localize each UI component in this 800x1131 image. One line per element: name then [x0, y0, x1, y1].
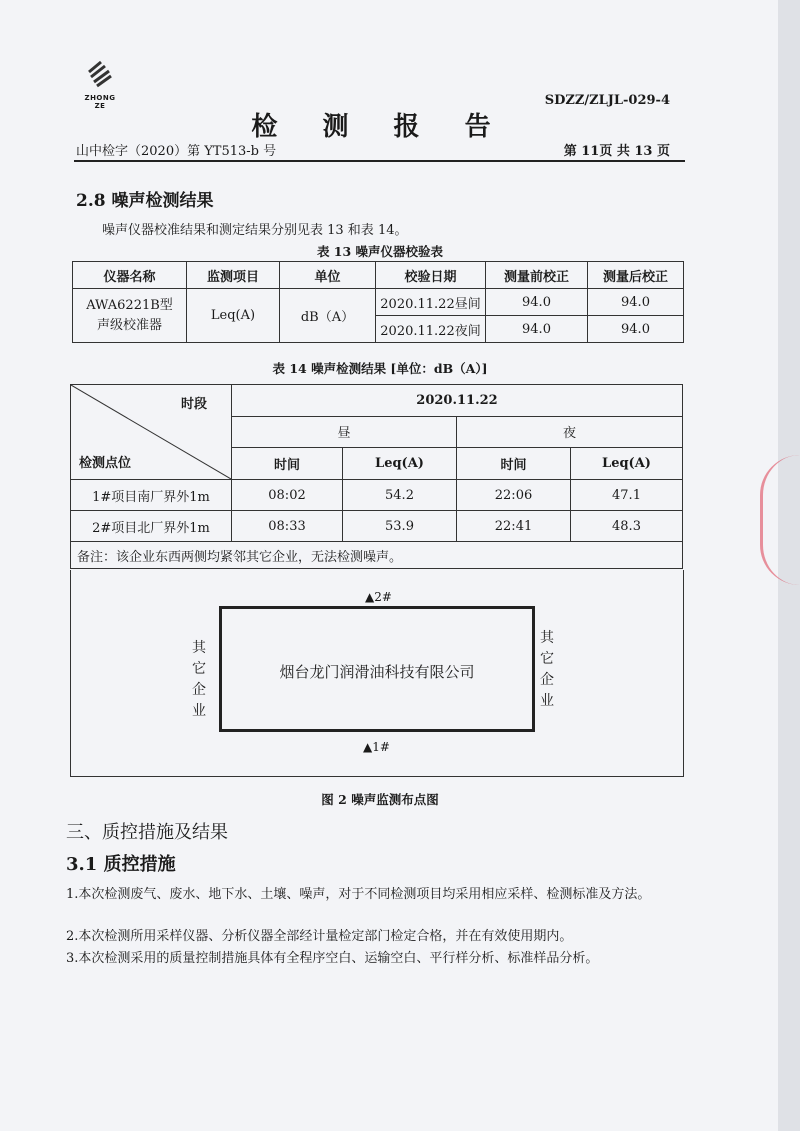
report-number: 山中检字（2020）第 YT513-b 号: [76, 144, 277, 159]
header-divider: [74, 160, 685, 162]
monitoring-map: [70, 570, 684, 777]
left-neighbor-label: 其它企业: [192, 640, 206, 719]
document-code: SDZZ/ZLJL-029-4: [544, 93, 670, 108]
qc-item: 1.本次检测废气、废水、地下水、土壤、噪声，对于不同检测项目均采用相应采样、检测标准及方法。: [66, 887, 651, 902]
point-label: 检测点位: [79, 456, 132, 471]
table-row: [71, 511, 683, 542]
point-1-marker: ▲1#: [363, 740, 390, 754]
table13-header-cell: 测量后校正: [588, 262, 684, 289]
diagonal-header-cell: [71, 385, 232, 480]
factory-boundary: [219, 606, 535, 732]
night-leq: 47.1: [571, 480, 683, 511]
remark-row: [71, 542, 683, 569]
day-time: 08:33: [232, 511, 343, 542]
table13-header-cell: 监测项目: [187, 262, 280, 289]
night-time: 22:06: [457, 480, 571, 511]
time-header: 时间: [457, 448, 571, 480]
day-header: 昼: [232, 416, 457, 448]
after-value: 94.0: [588, 316, 684, 343]
before-value: 94.0: [486, 316, 588, 343]
night-header: 夜: [457, 416, 683, 448]
monitor-point: 1#项目南厂界外1m: [71, 480, 232, 511]
section-heading-2-8: 2.8 噪声检测结果: [76, 191, 214, 211]
right-neighbor-label: 其它企业: [540, 630, 554, 709]
factory-name: 烟台龙门润滑油科技有限公司: [279, 663, 475, 681]
day-leq: 54.2: [343, 480, 457, 511]
leq-header: Leq(A): [343, 448, 457, 480]
monitor-point: 2#项目北厂界外1m: [71, 511, 232, 542]
table13-caption: 表 13 噪声仪器校验表: [316, 244, 444, 259]
time-header: 时间: [232, 448, 343, 480]
calibration-date: 2020.11.22夜间: [376, 316, 486, 343]
leq-header: Leq(A): [571, 448, 683, 480]
period-label: 时段: [180, 397, 207, 412]
table13: [72, 261, 684, 343]
zhongze-logo-icon: [83, 58, 117, 88]
day-time: 08:02: [232, 480, 343, 511]
section-heading-3: 三、质控措施及结果: [66, 822, 228, 843]
table14: [70, 384, 683, 569]
night-time: 22:41: [457, 511, 571, 542]
report-title: 检 测 报 告: [251, 112, 509, 142]
unit: dB（A）: [280, 289, 376, 343]
table13-header-row: [73, 262, 684, 289]
before-value: 94.0: [486, 289, 588, 316]
table13-header-cell: 单位: [280, 262, 376, 289]
section-intro: 噪声仪器校准结果和测定结果分别见表 13 和表 14。: [102, 223, 408, 238]
night-leq: 48.3: [571, 511, 683, 542]
logo-text: ZHONG ZE: [84, 94, 116, 110]
table14-header-row: [71, 385, 683, 417]
table-row: [73, 289, 684, 316]
section-heading-3-1: 3.1 质控措施: [66, 854, 176, 875]
seal-stamp-icon: [760, 455, 800, 585]
table13-header-cell: 测量前校正: [486, 262, 588, 289]
qc-item: 2.本次检测所用采样仪器、分析仪器全部经计量检定部门检定合格，并在有效使用期内。: [66, 929, 573, 944]
table-row: [71, 480, 683, 511]
date-header: 2020.11.22: [232, 385, 683, 417]
instrument-name: AWA6221B型 声级校准器: [73, 289, 187, 343]
calibration-date: 2020.11.22昼间: [376, 289, 486, 316]
figure-caption: 图 2 噪声监测布点图: [321, 792, 439, 807]
page-number: 第 11页 共 13 页: [563, 144, 670, 159]
table13-header-cell: 仪器名称: [73, 262, 187, 289]
company-logo: [78, 58, 122, 110]
qc-item: 3.本次检测采用的质量控制措施具体有全程序空白、运输空白、平行样分析、标准样品分析。: [66, 951, 599, 966]
table13-header-cell: 校验日期: [376, 262, 486, 289]
table14-caption: 表 14 噪声检测结果 [单位：dB（A）]: [272, 361, 488, 376]
after-value: 94.0: [588, 289, 684, 316]
point-2-marker: ▲2#: [365, 590, 392, 604]
remark-text: 备注：该企业东西两侧均紧邻其它企业，无法检测噪声。: [71, 542, 683, 569]
monitor-item: Leq(A): [187, 289, 280, 343]
day-leq: 53.9: [343, 511, 457, 542]
